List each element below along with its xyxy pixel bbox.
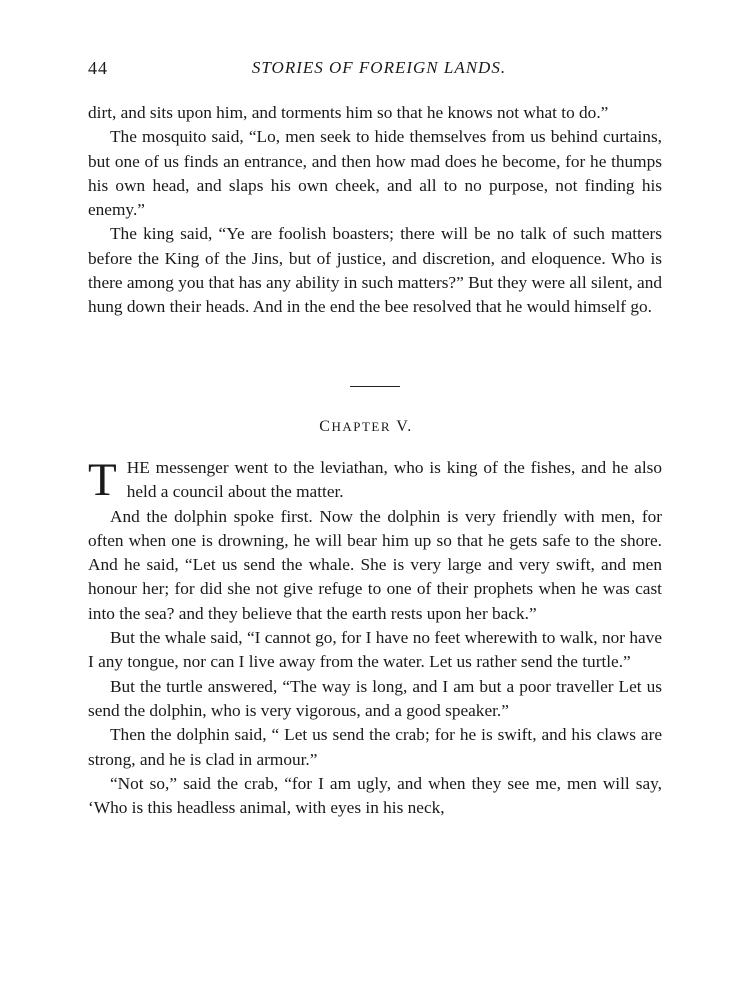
paragraph: “Not so,” said the crab, “for I am ugly, and when they see me, men will say, ‘Who is this headless animal, with eyes in his neck, (88, 773, 662, 818)
chapter-heading (0, 418, 732, 436)
page-header (88, 58, 670, 84)
paragraph: And the dolphin spoke first. Now the dolphin is very friendly with men, for often when one is drowning, he will bear him up so that he gets safe to the shore. And he said, “Let us send the whale. She is very large and very swift, and men honour her; for did she not give refuge to one of their prophets when he was cast into the sea? and they believe that the earth rests upon her back.” (88, 506, 662, 623)
opening-paragraph-text: HE messenger went to the leviathan, who is king of the fishes, and he also held a council about the matter. (126, 458, 662, 502)
paragraph: dirt, and sits upon him, and torments him so that he knows not what to do.” (88, 103, 609, 122)
opening-paragraph (88, 456, 662, 505)
chapter-word-cap: C (319, 418, 332, 435)
text-block-top (88, 101, 662, 320)
running-title: STORIES OF FOREIGN LANDS. (251, 58, 507, 77)
drop-cap: T (88, 454, 117, 506)
paragraph: But the turtle answered, “The way is long, and I am but a poor traveller Let us send the dolphin, who is very vigorous, and a good speaker.” (88, 676, 662, 720)
chapter-numeral: V. (396, 418, 413, 435)
paragraph: The mosquito said, “Lo, men seek to hide themselves from us behind curtains, but one of us finds an entrance, and then how mad does he become, for he thumps his own head, and slaps his own cheek, and all to no purpose, not finding his enemy.” (88, 127, 662, 220)
paragraph: But the whale said, “I cannot go, for I have no feet wherewith to walk, nor have I any tongue, nor can I live away from the water. Let us rather send the turtle.” (88, 628, 662, 672)
paragraph: Then the dolphin said, “ Let us send the crab; for he is swift, and his claws are strong, and he is clad in armour.” (88, 725, 662, 769)
section-divider (350, 386, 400, 387)
page-number: 44 (88, 58, 108, 78)
paragraph: The king said, “Ye are foolish boasters; there will be no talk of such matters before the King of the Jins, but of justice, and discretion, and eloquence. Who is there among you that has any ability in such matters?” But they were all silent, and hung down their heads. And in the end the bee resolved that he would himself go. (88, 224, 662, 317)
text-block-chapter (88, 456, 662, 820)
chapter-word-rest: HAPTER (331, 419, 391, 434)
